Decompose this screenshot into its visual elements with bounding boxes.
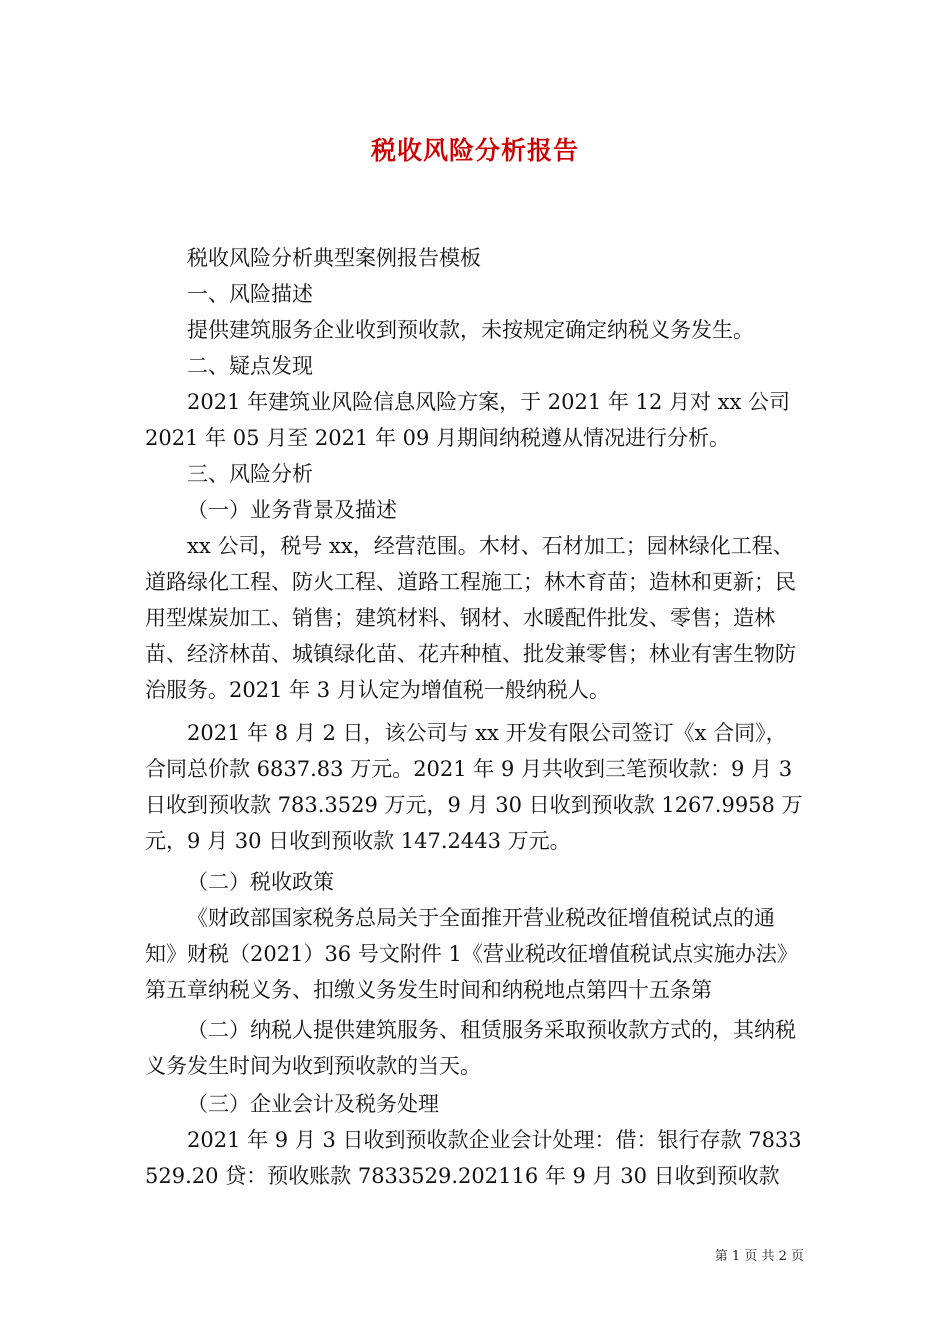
document-title: 税收风险分析报告 [370, 136, 579, 165]
heading-accounting: （三）企业会计及税务处理 [187, 1092, 439, 1116]
heading-tax-policy: （二）税收政策 [187, 870, 334, 894]
paragraph-contract-details: 2021 年 8 月 2 日，该公司与 xx 开发有限公司签订《x 合同》，合同总价款 6837.83 万元。2021 年 9 月共收到三笔预收款：9 月 3 日收到预收款 783.3529 万元，9 月 30 日收到预收款 1267.9958 万元，9 月 30 日收到预收款 147.2443 万元。 [145, 721, 803, 853]
heading-risk-description: 一、风险描述 [187, 282, 313, 306]
paragraph-doubt-discovery: 2021 年建筑业风险信息风险方案，于 2021 年 12 月对 xx 公司 2021 年 05 月至 2021 年 09 月期间纳税遵从情况进行分析。 [145, 390, 791, 450]
heading-risk-analysis: 三、风险分析 [187, 462, 313, 486]
paragraph-risk-description: 提供建筑服务企业收到预收款，未按规定确定纳税义务发生。 [187, 318, 754, 342]
paragraph-tax-obligation: （二）纳税人提供建筑服务、租赁服务采取预收款方式的，其纳税义务发生时间为收到预收款的当天。 [145, 1018, 796, 1078]
paragraph-tax-policy: 《财政部国家税务总局关于全面推开营业税改征增值税试点的通知》财税（2021）36 号文附件 1《营业税改征增值税试点实施办法》第五章纳税义务、扣缴义务发生时间和纳税地点第四十五条第 [145, 906, 798, 1002]
heading-business-background: （一）业务背景及描述 [187, 498, 397, 522]
page-indicator: 第 1 页 共 2 页 [714, 1249, 804, 1264]
heading-doubt-discovery: 二、疑点发现 [187, 354, 313, 378]
paragraph-accounting: 2021 年 9 月 3 日收到预收款企业会计处理：借：银行存款 7833529.20 贷：预收账款 7833529.202116 年 9 月 30 日收到预收款 [145, 1128, 802, 1188]
paragraph-template-name: 税收风险分析典型案例报告模板 [187, 246, 481, 270]
paragraph-business-background: xx 公司，税号 xx，经营范围。木材、石材加工；园林绿化工程、道路绿化工程、防火工程、道路工程施工；林木育苗；造林和更新；民用型煤炭加工、销售；建筑材料、钢材、水暖配件批发、零售；造林苗、经济林苗、城镇绿化苗、花卉种植、批发兼零售；林业有害生物防治服务。2021 年 3 月认定为增值税一般纳税人。 [145, 534, 796, 702]
